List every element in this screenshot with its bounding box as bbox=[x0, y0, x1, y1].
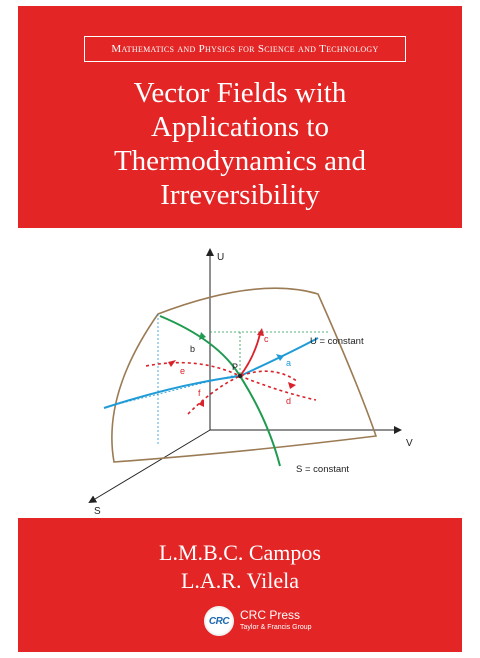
title-line-1: Vector Fields with bbox=[133, 77, 347, 109]
point-label-c: c bbox=[264, 334, 269, 344]
book-cover bbox=[18, 6, 462, 652]
path-e-arrow bbox=[168, 360, 176, 367]
path-d-arrow bbox=[288, 382, 296, 389]
point-p-marker bbox=[238, 374, 242, 378]
crc-logo-text: CRC bbox=[208, 615, 230, 627]
point-label-d: d bbox=[286, 396, 292, 406]
point-label-b: b bbox=[190, 344, 196, 354]
cover-figure bbox=[18, 234, 462, 526]
title-line-2: Applications to bbox=[150, 111, 329, 143]
series-box bbox=[84, 36, 406, 62]
thermodynamic-surface-diagram bbox=[18, 234, 462, 526]
point-label-a: a bbox=[286, 358, 292, 368]
u-constant-label: U = constant bbox=[310, 336, 364, 347]
path-f bbox=[188, 371, 298, 414]
s-constant-label: S = constant bbox=[296, 464, 350, 475]
axis-label-s: S bbox=[94, 506, 101, 517]
path-c bbox=[240, 334, 260, 376]
title-line-3: Thermodynamics and bbox=[113, 145, 367, 177]
publisher-block bbox=[204, 604, 344, 640]
s-constant-curve bbox=[160, 316, 280, 466]
author-name: L.M.B.C. Campos bbox=[159, 540, 321, 565]
axis-label-v: V bbox=[406, 438, 413, 449]
axis-label-u: U bbox=[217, 252, 225, 263]
point-label-e: e bbox=[180, 366, 186, 376]
author-band bbox=[18, 518, 462, 652]
book-title bbox=[38, 76, 442, 212]
author-name: L.A.R. Vilela bbox=[180, 568, 300, 593]
point-label-f: f bbox=[198, 388, 201, 398]
publisher-group: Taylor & Francis Group bbox=[240, 624, 312, 631]
s-axis bbox=[90, 430, 210, 502]
title-band bbox=[18, 6, 462, 228]
crc-press-logo-icon bbox=[204, 606, 234, 636]
publisher-name: CRC Press bbox=[240, 608, 301, 622]
point-label-p: P bbox=[232, 362, 239, 372]
series-name: Mathematics and Physics for Science and Technology bbox=[111, 43, 379, 55]
title-line-4: Irreversibility bbox=[160, 179, 320, 211]
